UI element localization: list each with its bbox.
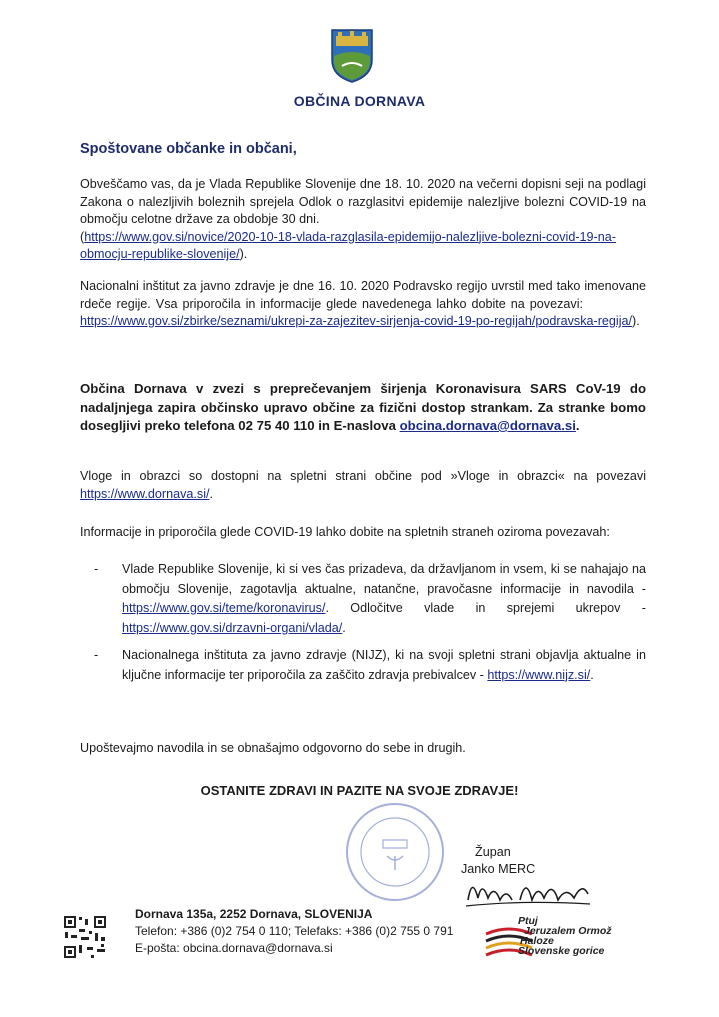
partner-region-logo	[484, 916, 624, 964]
footer-email: E-pošta: obcina.dornava@dornava.si	[135, 941, 333, 955]
link-close: ).	[632, 314, 640, 328]
dornava-website-link[interactable]: https://www.dornava.si/	[80, 486, 210, 501]
paragraph-forms	[80, 468, 646, 503]
qr-code-icon	[63, 915, 107, 959]
bullet-dash: -	[94, 562, 99, 576]
paragraph-info-sources	[80, 524, 646, 542]
bullet-text: Vlade Republike Slovenije, ki si ves čas prizadeva, da državljanom in vsem, ki se nahajajo na območju Slovenije, zagotavlja aktualne, natančne, pravočasne informacije in navodila -	[122, 562, 646, 596]
municipality-email-link[interactable]: obcina.dornava@dornava.si	[399, 418, 576, 433]
logo-line-jeruzalem: Jeruzalem Ormož	[524, 925, 612, 937]
paragraph-text: Obveščamo vas, da je Vlada Republike Slovenije dne 18. 10. 2020 na večerni dopisni seji na podlagi Zakona o nalezljivih boleznih sprejela Odlok o razglasitvi epidemije nalezljive bolezni COVID-19 na območju celotne države za obdobje 30 dni.	[80, 177, 646, 226]
paragraph-text: Informacije in priporočila glede COVID-19 lahko dobite na spletnih straneh oziroma povezavah:	[80, 525, 610, 539]
logo-line-ptuj: Ptuj	[518, 915, 538, 927]
bullet-text: Nacionalnega inštituta za javno zdravje (NIJZ), ki na svoji spletni strani objavlja aktualne in ključne informacije ter priporočila za zaščito zdravja prebivalcev -	[122, 648, 646, 682]
gov-news-link[interactable]: https://www.gov.si/novice/2020-10-18-vlada-razglasila-epidemijo-nalezljive-bolezni-covid-19-na-obmocju-republike-slovenije/	[80, 229, 616, 261]
footer-address: Dornava 135a, 2252 Dornava, SLOVENIJA	[135, 907, 373, 921]
paren-close: ).	[239, 247, 248, 261]
paragraph-office-closure	[80, 380, 646, 436]
paragraph-epidemic	[80, 176, 646, 264]
logo-line-slovenske-gorice: Slovenske gorice	[518, 945, 605, 957]
signatory-name: Janko MERC	[461, 862, 536, 876]
list-item	[94, 646, 646, 685]
period: .	[590, 667, 594, 682]
paragraph-red-region	[80, 278, 646, 331]
paragraph-text: Občina Dornava v zvezi s preprečevanjem širjenja Koronavisura SARS CoV-19 do nadaljnjega zapira občinsko upravo občine za fizični dostop strankam. Za stranke bomo dosegljivi preko telefona 02 75 40 110 in E-naslova	[80, 381, 646, 433]
closing-line: Upoštevajmo navodila in se obnašajmo odgovorno do sebe in drugih.	[80, 741, 466, 755]
gov-government-link[interactable]: https://www.gov.si/drzavni-organi/vlada/	[122, 620, 343, 635]
coat-of-arms-icon	[328, 26, 376, 84]
period: .	[575, 418, 580, 433]
paren-open: (	[80, 229, 85, 244]
municipality-title: OBČINA DORNAVA	[293, 93, 426, 109]
period: .	[209, 486, 213, 501]
gov-coronavirus-link[interactable]: https://www.gov.si/teme/koronavirus/	[122, 601, 326, 615]
podravska-region-link[interactable]: https://www.gov.si/zbirke/seznami/ukrepi-za-zajezitev-sirjenja-covid-19-po-regijah/podravska-regija/	[80, 314, 633, 328]
greeting: Spoštovane občanke in občani,	[80, 141, 297, 157]
footer-contact	[135, 906, 453, 957]
handwritten-signature-icon	[462, 870, 594, 912]
slogan: OSTANITE ZDRAVI IN PAZITE NA SVOJE ZDRAVJE!	[200, 783, 519, 798]
signatory-role: Župan	[475, 845, 511, 859]
bullet-dash: -	[94, 648, 99, 662]
period: .	[342, 620, 346, 635]
list-item	[94, 560, 646, 638]
nijz-link[interactable]: https://www.nijz.si/	[487, 667, 591, 682]
official-stamp-icon	[343, 800, 447, 904]
paragraph-text: Nacionalni inštitut za javno zdravje je dne 16. 10. 2020 Podravsko regijo uvrstil med tako imenovane rdeče regije. Vsa priporočila in informacije glede navedenega lahko dobite na povezavi:	[80, 279, 646, 311]
bullet-text: . Odločitve vlade in sprejemi ukrepov -	[325, 601, 646, 615]
logo-line-haloze: Haloze	[520, 935, 554, 947]
info-bullet-list	[94, 560, 646, 693]
footer-phones: Telefon: +386 (0)2 754 0 110; Telefaks: +386 (0)2 755 0 791	[135, 924, 454, 938]
paragraph-text: Vloge in obrazci so dostopni na spletni strani občine pod »Vloge in obrazci« na povezavi	[80, 469, 646, 483]
